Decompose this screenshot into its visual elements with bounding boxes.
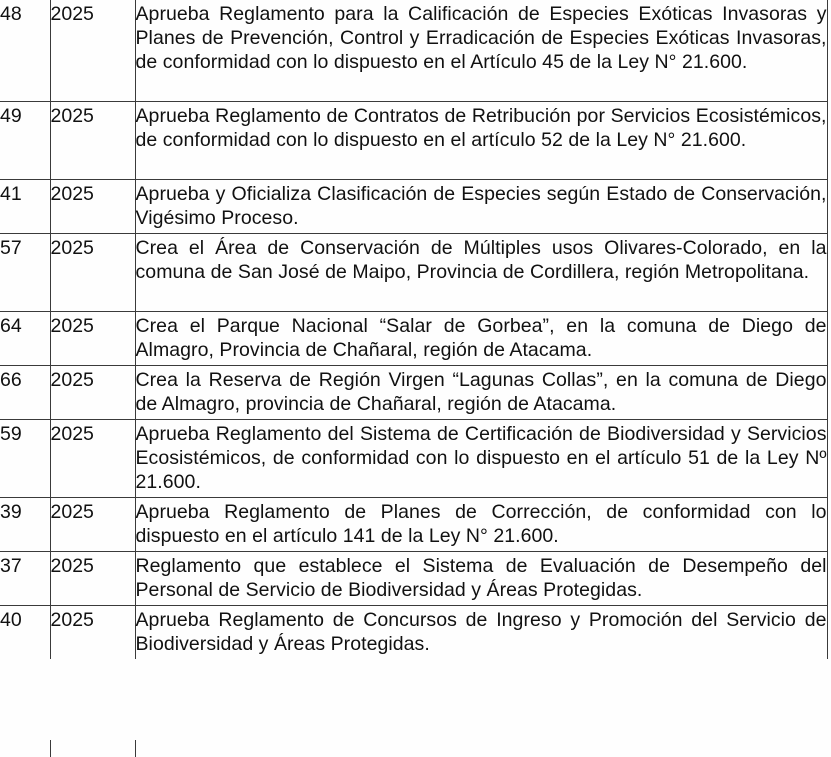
table-row <box>0 234 827 312</box>
table-row <box>0 420 827 498</box>
decree-description-cell: Aprueba Reglamento de Contratos de Retribución por Servicios Ecosistémicos, de conformidad con lo dispuesto en el artículo 52 de la Ley N° 21.600. <box>135 102 827 180</box>
table-row <box>0 552 827 606</box>
decree-number-cell: 48 <box>0 0 50 102</box>
table-row <box>0 312 827 366</box>
decree-description-cell: Reglamento que establece el Sistema de Evaluación de Desempeño del Personal de Servicio de Biodiversidad y Áreas Protegidas. <box>135 552 827 606</box>
decree-year-cell: 2025 <box>50 498 135 552</box>
table-row <box>0 498 827 552</box>
decree-year-cell: 2025 <box>50 180 135 234</box>
decree-year-cell: 2025 <box>50 0 135 102</box>
decree-number-cell: 64 <box>0 312 50 366</box>
decree-number-cell: 41 <box>0 180 50 234</box>
table-row <box>0 0 827 102</box>
decree-year-cell: 2025 <box>50 312 135 366</box>
decree-year-cell: 2025 <box>50 552 135 606</box>
decree-number-cell: 57 <box>0 234 50 312</box>
decree-year-cell: 2025 <box>50 606 135 660</box>
decree-description-cell: Crea el Parque Nacional “Salar de Gorbea”, en la comuna de Diego de Almagro, Provincia de Chañaral, región de Atacama. <box>135 312 827 366</box>
decree-description-cell: Aprueba Reglamento del Sistema de Certificación de Biodiversidad y Servicios Ecosistémicos, de conformidad con lo dispuesto en el artículo 51 de la Ley Nº 21.600. <box>135 420 827 498</box>
table-row <box>0 366 827 420</box>
decree-year-cell: 2025 <box>50 366 135 420</box>
decree-year-cell: 2025 <box>50 102 135 180</box>
table-row <box>0 102 827 180</box>
decree-description-cell: Aprueba Reglamento de Concursos de Ingreso y Promoción del Servicio de Biodiversidad y Áreas Protegidas. <box>135 606 827 660</box>
decree-number-cell: 39 <box>0 498 50 552</box>
decree-number-cell: 66 <box>0 366 50 420</box>
table-row <box>0 606 827 660</box>
decree-year-cell: 2025 <box>50 420 135 498</box>
decree-description-cell: Crea el Área de Conservación de Múltiples usos Olivares-Colorado, en la comuna de San José de Maipo, Provincia de Cordillera, región Metropolitana. <box>135 234 827 312</box>
column-divider-line <box>135 740 136 757</box>
decree-description-cell: Aprueba Reglamento de Planes de Corrección, de conformidad con lo dispuesto en el artículo 141 de la Ley N° 21.600. <box>135 498 827 552</box>
decree-description-cell: Aprueba y Oficializa Clasificación de Especies según Estado de Conservación, Vigésimo Proceso. <box>135 180 827 234</box>
decree-number-cell: 59 <box>0 420 50 498</box>
decree-number-cell: 37 <box>0 552 50 606</box>
decree-description-cell: Aprueba Reglamento para la Calificación de Especies Exóticas Invasoras y Planes de Prevención, Control y Erradicación de Especies Exóticas Invasoras, de conformidad con lo dispuesto en el Artículo 45 de la Ley N° 21.600. <box>135 0 827 102</box>
decree-description-cell: Crea la Reserva de Región Virgen “Lagunas Collas”, en la comuna de Diego de Almagro, provincia de Chañaral, región de Atacama. <box>135 366 827 420</box>
decree-year-cell: 2025 <box>50 234 135 312</box>
table-row <box>0 180 827 234</box>
decree-number-cell: 40 <box>0 606 50 660</box>
decree-number-cell: 49 <box>0 102 50 180</box>
column-divider-line <box>50 740 51 757</box>
